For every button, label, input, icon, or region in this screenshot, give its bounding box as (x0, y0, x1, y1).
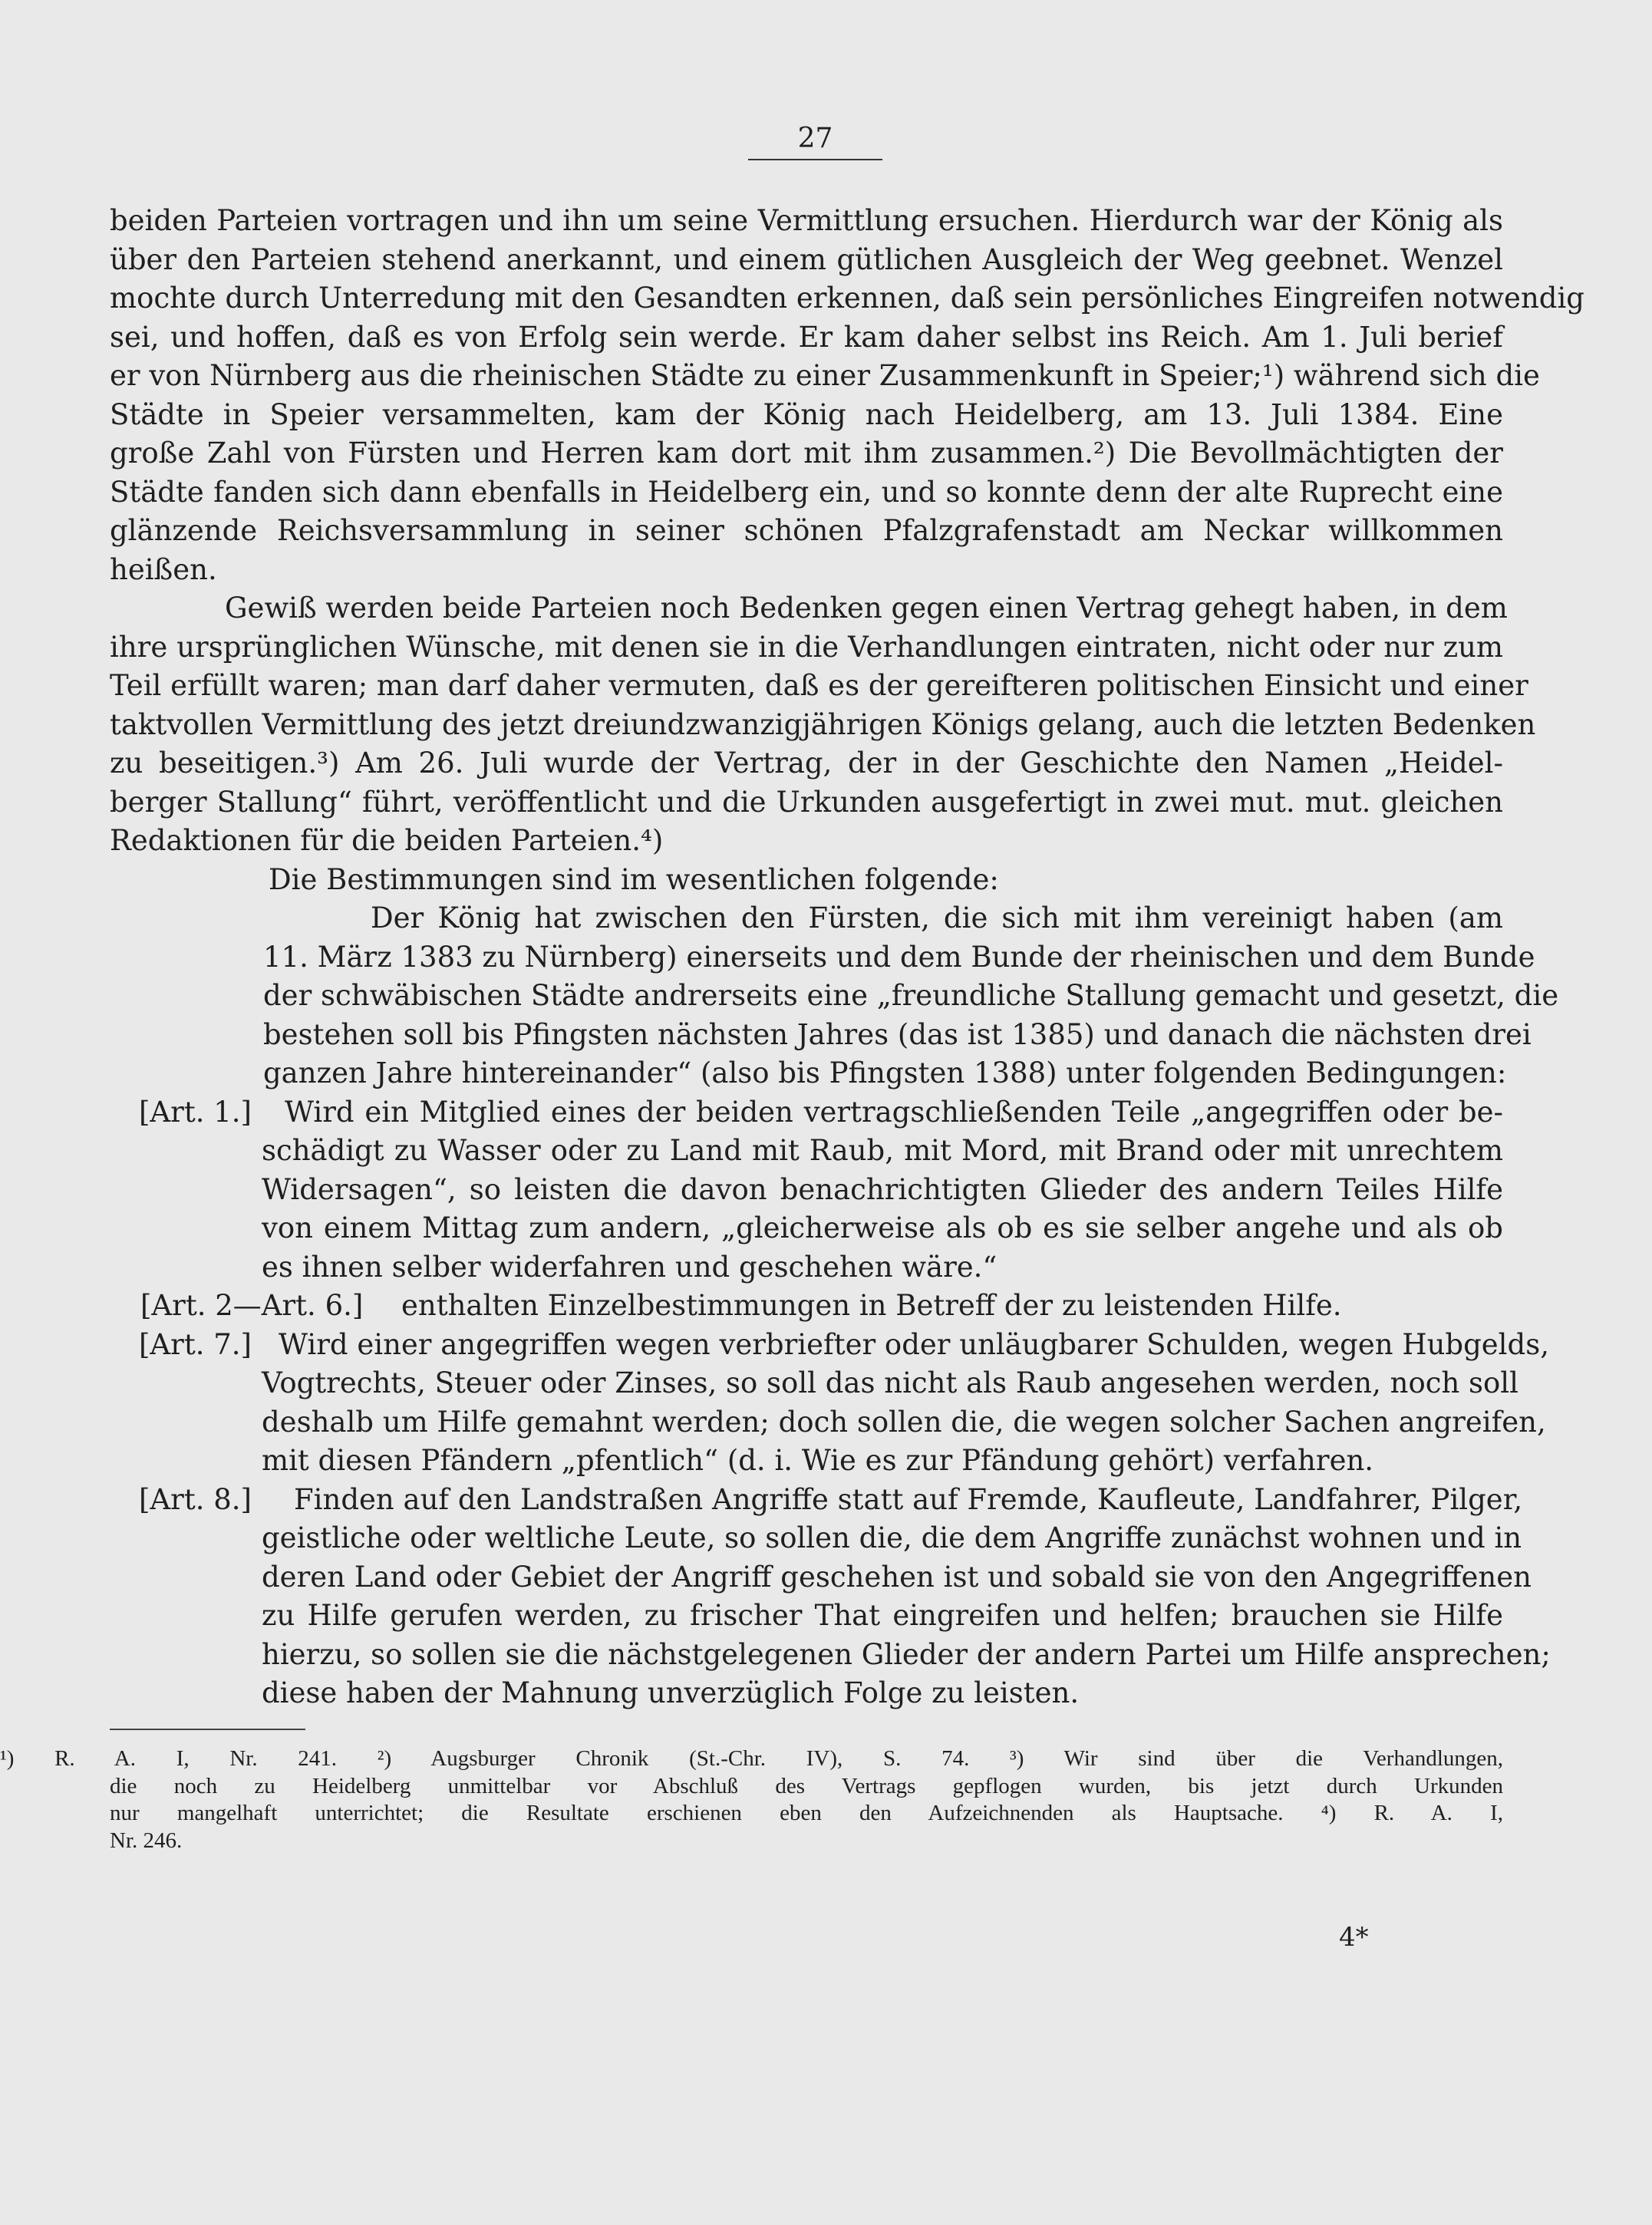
page-number: 27 (748, 123, 882, 160)
text-line: es ihnen selber widerfahren und geschehen wäre.“ (262, 1250, 997, 1284)
text-line: bestehen soll bis Pfingsten nächsten Jahres (das ist 1385) und danach die nächsten drei (263, 1017, 1532, 1051)
text-line: ihre ursprünglichen Wünsche, mit denen sie in die Verhandlungen eintraten, nicht oder nur zum (110, 630, 1503, 664)
text-line: ganzen Jahre hintereinander“ (also bis Pfingsten 1388) unter folgenden Bedingungen: (263, 1056, 1507, 1089)
text-line: Die Bestimmungen sind im wesentlichen folgende: (269, 862, 999, 896)
text-line: berger Stallung“ führt, veröffentlicht und die Urkunden ausgefertigt in zwei mut. mut. gleichen (110, 785, 1503, 819)
footnote-divider (110, 1729, 305, 1730)
article-label: [Art. 2—Art. 6.] (140, 1289, 364, 1322)
text-line: der schwäbischen Städte andrerseits eine „freundliche Stallung gemacht und gesetzt, die (263, 979, 1559, 1012)
text-line: Redaktionen für die beiden Parteien.⁴) (110, 824, 664, 857)
text-line: zu beseitigen.³) Am 26. Juli wurde der Vertrag, der in der Geschichte den Namen „Heidel- (110, 747, 1503, 780)
text-line: Der König hat zwischen den Fürsten, die sich mit ihm vereinigt haben (am (371, 902, 1503, 934)
text-line: Finden auf den Landstraßen Angriffe statt auf Fremde, Kaufleute, Landfahrer, Pilger, (294, 1482, 1523, 1516)
text-line: er von Nürnberg aus die rheinischen Städte zu einer Zusammenkunft in Speier;¹) während sich die (110, 359, 1540, 392)
text-line: mochte durch Unterredung mit den Gesandten erkennen, daß sein persönliches Eingreifen notwendig (110, 282, 1584, 315)
article-label: [Art. 7.] (139, 1327, 252, 1361)
footnote-line: Nr. 246. (110, 1828, 183, 1853)
text-line: glänzende Reichsversammlung in seiner schönen Pfalzgrafenstadt am Neckar willkommen (110, 514, 1503, 547)
footnote-line: ¹) R. A. I, Nr. 241. ²) Augsburger Chronik (St.-Chr. IV), S. 74. ³) Wir sind über die Verhandlungen, (0, 1746, 1503, 1771)
text-line: diese haben der Mahnung unverzüglich Folge zu leisten. (262, 1676, 1080, 1709)
text-line: Städte in Speier versammelten, kam der König nach Heidelberg, am 13. Juli 1384. Eine (110, 397, 1503, 431)
text-line: von einem Mittag zum andern, „gleicherweise als ob es sie selber angehe und als ob (262, 1211, 1503, 1244)
text-line: deren Land oder Gebiet der Angriff geschehen ist und sobald sie von den Angegriffenen (262, 1560, 1532, 1594)
text-line: deshalb um Hilfe gemahnt werden; doch sollen die, die wegen solcher Sachen angreifen, (262, 1405, 1546, 1439)
text-line: zu Hilfe gerufen werden, zu frischer That eingreifen und helfen; brauchen sie Hilfe (262, 1599, 1503, 1632)
treaty-intro (110, 899, 1559, 1093)
text-line: Wird einer angegriffen wegen verbriefter oder unläugbarer Schulden, wegen Hubgelds, (279, 1327, 1549, 1361)
text-line: heißen. (110, 552, 217, 586)
article-2-6 (110, 1287, 1503, 1326)
text-line: taktvollen Vermittlung des jetzt dreiundzwanzigjährigen Königs gelang, auch die letzten Bedenken (110, 707, 1536, 741)
text-line: Städte fanden sich dann ebenfalls in Heidelberg ein, und so konnte denn der alte Ruprecht eine (110, 475, 1503, 509)
body-text (110, 202, 1584, 1713)
text-line: schädigt zu Wasser oder zu Land mit Raub, mit Mord, mit Brand oder mit unrechtem (262, 1134, 1503, 1167)
text-line: Vogtrechts, Steuer oder Zinses, so soll das nicht als Raub angesehen werden, noch soll (262, 1366, 1518, 1399)
footnote-line: die noch zu Heidelberg unmittelbar vor Abschluß des Vertrags gepflogen wurden, bis jetzt durch Urkunden (110, 1773, 1503, 1798)
text-line: Wird ein Mitglied eines der beiden vertragschließenden Teile „angegriffen oder be- (285, 1095, 1503, 1129)
text-line: Widersagen“, so leisten die davon benachrichtigten Glieder des andern Teiles Hilfe (262, 1172, 1503, 1206)
text-line: sei, und hoffen, daß es von Erfolg sein werde. Er kam daher selbst ins Reich. Am 1. Juli berief (110, 320, 1503, 354)
article-7 (110, 1326, 1549, 1481)
text-line: hierzu, so sollen sie die nächstgelegenen Glieder der andern Partei um Hilfe ansprechen; (262, 1637, 1551, 1671)
article-label: [Art. 1.] (139, 1095, 252, 1129)
paragraph-2 (110, 589, 1536, 861)
text-line: geistliche oder weltliche Leute, so sollen die, die dem Angriffe zunächst wohnen und in (262, 1521, 1522, 1554)
article-8 (110, 1481, 1551, 1713)
signature-mark: 4* (1339, 1922, 1369, 1953)
footnote-line: nur mangelhaft unterrichtet; die Resultate erschienen eben den Aufzeichnenden als Hauptsache. ⁴) R. A. I, (110, 1801, 1503, 1825)
text-line: beiden Parteien vortragen und ihn um seine Vermittlung ersuchen. Hierdurch war der König als (110, 204, 1503, 237)
text-line: 11. März 1383 zu Nürnberg) einerseits und dem Bunde der rheinischen und dem Bunde (263, 940, 1535, 974)
text-line: Teil erfüllt waren; man darf daher vermuten, daß es der gereifteren politischen Einsicht und einer (110, 669, 1528, 702)
provisions-intro (110, 861, 1503, 900)
text-line: mit diesen Pfändern „pfentlich“ (d. i. Wie es zur Pfändung gehört) verfahren. (262, 1444, 1374, 1477)
article-1 (110, 1093, 1503, 1287)
text-line: große Zahl von Fürsten und Herren kam dort mit ihm zusammen.²) Die Bevollmächtigten der (110, 437, 1503, 470)
text-line: enthalten Einzelbestimmungen in Betreff der zu leistenden Hilfe. (401, 1289, 1342, 1322)
paragraph-1 (110, 202, 1584, 589)
article-label: [Art. 8.] (139, 1482, 252, 1516)
text-line: über den Parteien stehend anerkannt, und einem gütlichen Ausgleich der Weg geebnet. Wenzel (110, 242, 1503, 276)
text-line: Gewiß werden beide Parteien noch Bedenken gegen einen Vertrag gehegt haben, in dem (225, 592, 1508, 625)
footnotes (0, 1745, 1503, 1854)
